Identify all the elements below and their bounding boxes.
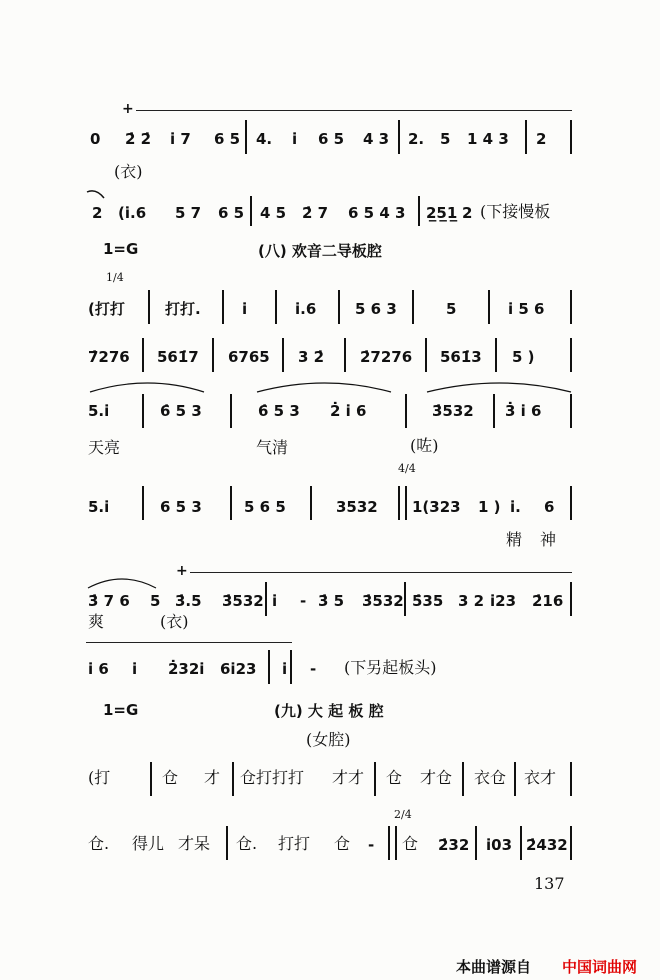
lyric: 气清: [256, 438, 289, 457]
note: i̇: [242, 300, 248, 318]
slur-mark: [425, 380, 575, 394]
note: 0: [90, 130, 101, 148]
note: i̇ 6: [88, 660, 109, 678]
bar-line: [230, 394, 232, 428]
bar-line: [493, 394, 495, 428]
bar-line: [265, 582, 267, 616]
score-line-4: [0, 338, 660, 378]
bar-line: [570, 582, 572, 616]
note: 2̇ i̇ 6: [330, 402, 367, 420]
percussion-syllable: 打打: [278, 834, 311, 853]
note: 2̲5̲1̲: [426, 204, 458, 222]
percussion-syllable: 衣仓: [474, 768, 507, 787]
slur-mark: [255, 380, 395, 394]
note: 5.i̇: [88, 498, 110, 516]
score-line-1: [0, 100, 660, 181]
page-number: 137: [534, 874, 565, 893]
percussion-syllable: 仓: [162, 768, 179, 787]
note: 3̇ 7 6: [88, 592, 130, 610]
score-line-2: [0, 190, 660, 230]
bar-line: [230, 486, 232, 520]
percussion-syllable: 仓: [386, 768, 403, 787]
note: 4 5: [260, 204, 287, 222]
note: 2̇ 7: [302, 204, 329, 222]
section-title: (八) 欢音二导板腔: [258, 242, 382, 260]
slur-mark: [88, 380, 208, 394]
note: 2.: [408, 130, 425, 148]
note: 6i̇23: [220, 660, 257, 678]
slur-line: [136, 110, 572, 111]
note: 2̇432: [526, 836, 568, 854]
footer-source-text: 本曲谱源自: [456, 958, 532, 976]
score-line-9: [0, 760, 660, 800]
note: 5̇35: [412, 592, 444, 610]
score-line-8: [0, 640, 660, 680]
note: 6: [544, 498, 555, 516]
bar-line: [570, 762, 572, 796]
percussion-syllable: 才呆: [178, 834, 211, 853]
key-signature: 1=G: [103, 701, 139, 719]
plus-mark: +: [122, 101, 134, 117]
performance-note: (下接慢板: [480, 202, 551, 221]
note: 3̇532: [362, 592, 404, 610]
note: 5 6 3: [355, 300, 397, 318]
note: 1 4 3: [467, 130, 509, 148]
bar-line: [344, 338, 346, 372]
score-line-7: [0, 562, 660, 631]
note: 3 2̇: [298, 348, 325, 366]
note: 5 7: [175, 204, 202, 222]
note: 打打.: [165, 300, 201, 318]
lyric: 天亮: [88, 438, 121, 457]
note: 2: [536, 130, 547, 148]
slur-line: [190, 572, 572, 573]
note: 1 ): [478, 498, 501, 516]
note: i̇ 7: [170, 130, 191, 148]
percussion-syllable: 才仓: [420, 768, 453, 787]
note: 5: [440, 130, 451, 148]
note: 561̇3: [440, 348, 482, 366]
section-title: (九) 大 起 板 腔: [274, 702, 384, 720]
note: i̇ 5 6: [508, 300, 545, 318]
bar-line: [570, 394, 572, 428]
bar-line: [268, 650, 270, 684]
note: 1(323: [412, 498, 461, 516]
lyric: 精: [506, 530, 523, 549]
note: 3532: [336, 498, 378, 516]
note: 4 3: [363, 130, 390, 148]
bar-line: [310, 486, 312, 520]
note: 3 2: [458, 592, 485, 610]
bar-line: [142, 394, 144, 428]
bar-line: [290, 650, 292, 684]
note: i̇: [292, 130, 298, 148]
note: 6 5 4 3: [348, 204, 406, 222]
note: 6 5 3: [160, 498, 202, 516]
meter-mark: 1/4: [106, 271, 124, 284]
bar-line: [462, 762, 464, 796]
percussion-syllable: 才才: [332, 768, 365, 787]
bar-line: [514, 762, 516, 796]
percussion-syllable: 仓打打打: [240, 768, 305, 787]
slur-mark: [86, 576, 158, 590]
note: i̇: [272, 592, 278, 610]
note: 2: [92, 204, 103, 222]
note: i̇: [132, 660, 138, 678]
note: -: [368, 836, 375, 854]
note: i̇.: [510, 498, 521, 516]
note: 3̇.5: [175, 592, 202, 610]
bar-line: [282, 338, 284, 372]
note: 5: [446, 300, 457, 318]
lyric: (衣): [160, 612, 189, 631]
note: 2̇32i̇: [168, 660, 205, 678]
percussion-syllable: 才: [204, 768, 221, 787]
percussion-syllable: 仓.: [88, 834, 110, 853]
note: 2: [462, 204, 473, 222]
note: 3̇532: [222, 592, 264, 610]
note: 2̇ 2̇: [125, 130, 152, 148]
bar-line: [488, 290, 490, 324]
bar-line: [412, 290, 414, 324]
note: 6 5: [214, 130, 241, 148]
bar-line: [250, 196, 252, 226]
note: 2̇16: [532, 592, 564, 610]
bar-line: [398, 120, 400, 154]
note: 4.: [256, 130, 273, 148]
bar-line: [150, 762, 152, 796]
note: i̇.6: [295, 300, 317, 318]
score-line-3: [0, 290, 660, 330]
double-bar-line: [398, 486, 407, 520]
note: 2̇32: [438, 836, 470, 854]
section-subtitle: (女腔): [306, 730, 351, 749]
note: 3̇532: [432, 402, 474, 420]
score-line-10: [0, 808, 660, 854]
bar-line: [374, 762, 376, 796]
bar-line: [570, 338, 572, 372]
bar-line: [222, 290, 224, 324]
bar-line: [570, 826, 572, 860]
note: i̇: [282, 660, 288, 678]
key-signature: 1=G: [103, 240, 139, 258]
bar-line: [495, 338, 497, 372]
note: 5 ): [512, 348, 535, 366]
footer-site-link[interactable]: 中国词曲网: [562, 958, 638, 976]
bar-line: [570, 290, 572, 324]
note: 561̇7: [157, 348, 199, 366]
meter-mark: 2/4: [394, 808, 412, 821]
bar-line: [475, 826, 477, 860]
score-line-5: [0, 380, 660, 457]
bar-line: [142, 486, 144, 520]
note: 5 6 5: [244, 498, 286, 516]
tie-mark: [86, 190, 106, 200]
lyric: 神: [540, 530, 557, 549]
bar-line: [226, 826, 228, 860]
note: (i̇.6: [118, 204, 147, 222]
bar-line: [404, 582, 406, 616]
plus-mark: +: [176, 563, 188, 579]
note: i̇03: [486, 836, 513, 854]
meter-mark: 4/4: [398, 462, 416, 475]
bar-line: [275, 290, 277, 324]
note: 7̇276: [88, 348, 130, 366]
bar-line: [570, 486, 572, 520]
note: 6 5: [218, 204, 245, 222]
percussion-syllable: 仓: [402, 834, 419, 853]
note: 6 5: [318, 130, 345, 148]
note: -: [300, 592, 307, 610]
bar-line: [232, 762, 234, 796]
note: 3̇ 5: [318, 592, 345, 610]
lyric: 爽: [88, 612, 105, 631]
bar-line: [525, 120, 527, 154]
note: 6765: [228, 348, 270, 366]
double-bar-line: [388, 826, 397, 860]
bar-line: [405, 394, 407, 428]
note: 2̇7276: [360, 348, 413, 366]
bar-line: [570, 120, 572, 154]
lyric: (衣): [114, 162, 143, 181]
bar-line: [338, 290, 340, 324]
note: 5.i̇: [88, 402, 110, 420]
score-line-6: [0, 462, 660, 549]
bar-line: [425, 338, 427, 372]
percussion-syllable: 得儿: [132, 834, 165, 853]
bar-line: [520, 826, 522, 860]
percussion-syllable: 仓: [334, 834, 351, 853]
note: 6̇ 5 3: [258, 402, 300, 420]
bar-line: [212, 338, 214, 372]
slur-line: [86, 642, 292, 643]
percussion-syllable: (打: [88, 768, 111, 787]
bar-line: [418, 196, 420, 226]
performance-note: (下另起板头): [344, 658, 437, 677]
note: -: [310, 660, 317, 678]
note: 3̇ i̇ 6: [505, 402, 542, 420]
note: (打打: [88, 300, 125, 318]
bar-line: [142, 338, 144, 372]
bar-line: [245, 120, 247, 154]
note: 5: [150, 592, 161, 610]
bar-line: [148, 290, 150, 324]
percussion-syllable: 仓.: [236, 834, 258, 853]
percussion-syllable: 衣才: [524, 768, 557, 787]
note: i̇23: [490, 592, 517, 610]
lyric: (咗): [410, 436, 439, 455]
note: 6̇ 5 3: [160, 402, 202, 420]
